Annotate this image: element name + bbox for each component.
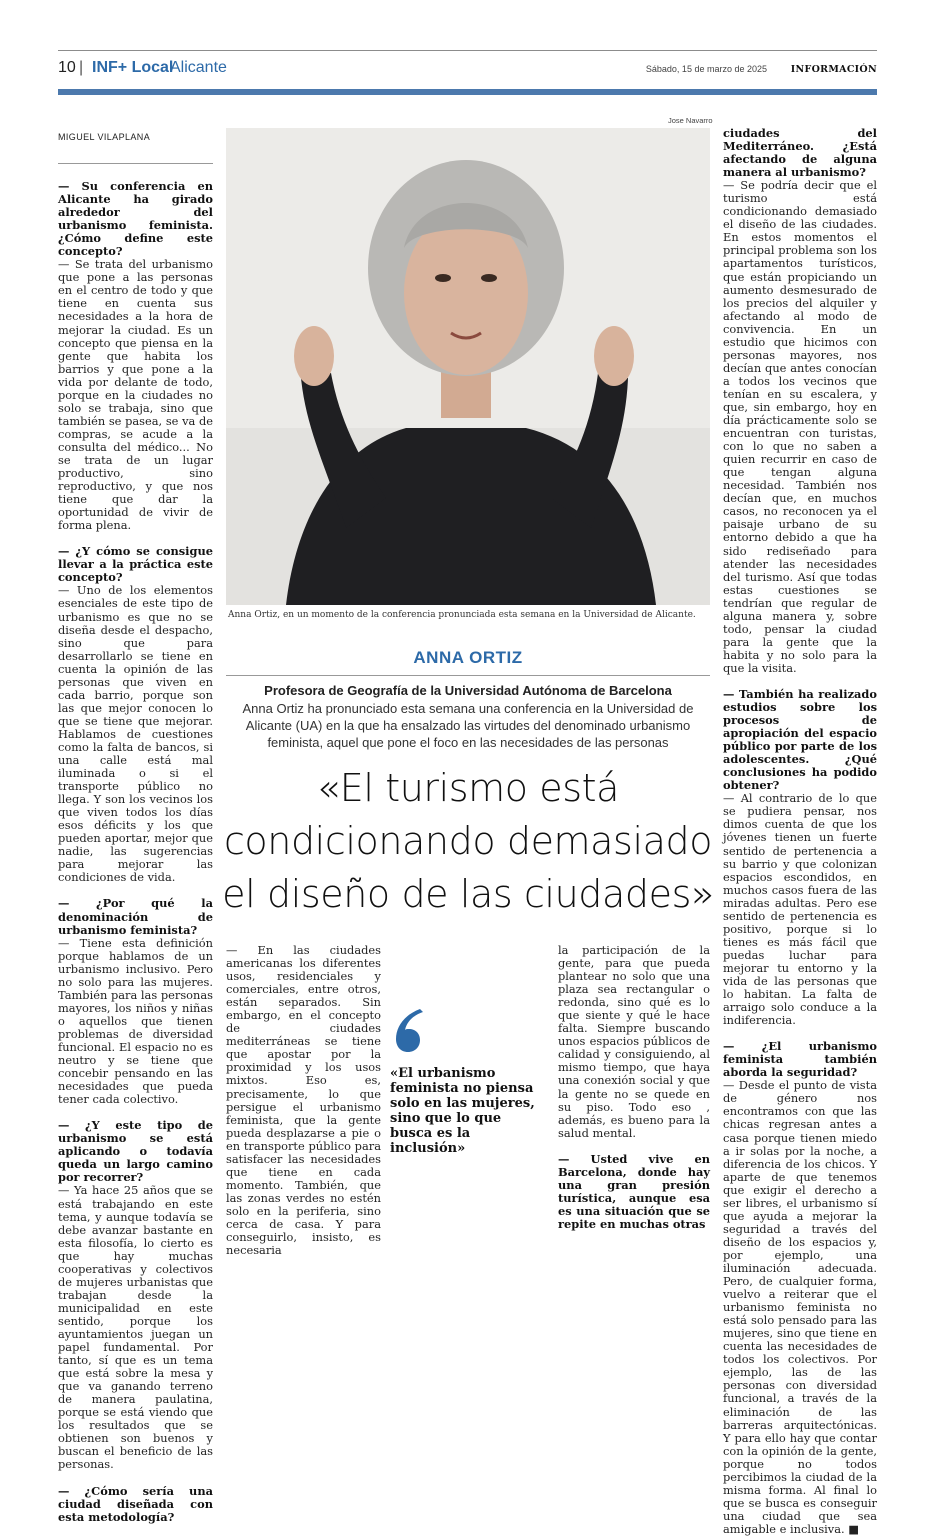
question: — ¿Por qué la denominación de urbanismo feminista? (58, 896, 213, 937)
article-intro: Anna Ortiz ha pronunciado esta semana una conferencia en la Universidad de Alicante (UA) en la que ha ensalzado las virtudes del denominado urbanismo feminista, aquel que pone el foco en las necesidades de las personas (242, 701, 694, 750)
question: — Usted vive en Barcelona, donde hay una gran presión turística, aunque esa es una situación que se repite en muchas otras (558, 1151, 710, 1231)
byline-rule (58, 163, 213, 164)
question-continued: ciudades del Mediterráneo. ¿Está afectando de alguna manera al urbanismo? (723, 126, 877, 180)
answer: — Desde el punto de vista de género nos encontramos con que las chicas regresan antes a casa porque tienen miedo a ir solas por la noche, a diferencia de los chicos. Y aparte de que tenemos que exigir el derecho a ser libres, el urbanismo sí que ayuda a mejorar la seguridad a través del diseño de los espacios y, por ejemplo, una iluminación adecuada. Pero, de cualquier forma, vuelvo a reiterar que el urbanismo feminista no está solo pensado para las mujeres, sino que tiene en cuenta las necesidades de todos los colectivos. Por ejemplo, las de las personas con diversidad funcional, a través de la eliminación de las barreras arquitectónicas. Y para ello hay que contar con la opinión de la gente, porque no todos percibimos la ciudad de la misma forma. Al final lo que se busca es conseguir una ciudad que sea amigable e inclusiva. ■ (723, 1078, 877, 1536)
answer: — Uno de los elementos esenciales de este tipo de urbanismo es que no se diseña desde el despacho, sino que para desarrollarlo se tiene en cuenta la opinión de las personas que viven en cada barrio, porque son las que mejor conocen lo que se tiene que mejorar. Hablamos de cuestiones como la falta de bancos, si una calle está mal iluminada o si el transporte público no llega. Y son los vecinos los que viven todos los días esos déficits y los que pueden aportar, mejor que nadie, las sugerencias para mejorar las condiciones de vida. (58, 583, 213, 885)
issue-date: Sábado, 15 de marzo de 2025 (645, 64, 767, 74)
answer: — Al contrario de lo que se pudiera pensar, nos dimos cuenta de que los jóvenes tienen un fuerte sentido de pertenencia a su barrio y que colonizan espacios escondidos, en muchos casos fuera de las miradas adultas. Pero ese sentido de pertenencia es positivo, porque si lo tienes es más fácil que puedas luchar para mejorar tu entorno y la vida de las personas que lo habitan. La falta de arraigo solo conduce a la indiferencia. (723, 791, 877, 1028)
question: — ¿Cómo sería una ciudad diseñada con esta metodología? (58, 1483, 213, 1524)
header-separator: | (79, 59, 84, 76)
question: — ¿Y cómo se consigue llevar a la práctica este concepto? (58, 544, 213, 585)
section-name: INF+ Local (92, 59, 174, 76)
quote-glyph (390, 1005, 430, 1055)
left-column (58, 180, 213, 1524)
name-rule (226, 675, 710, 676)
question: — ¿El urbanismo feminista también aborda la seguridad? (723, 1039, 877, 1080)
page-header (58, 59, 877, 81)
right-column (723, 127, 877, 1536)
pull-quote: «El urbanismo feminista no piensa solo en las mujeres, sino que lo que busca es la inclusión» (390, 1066, 535, 1156)
portrait-illustration (226, 128, 710, 605)
answer: — Se podría decir que el turismo está condicionando demasiado el diseño de las ciudades. En estos momentos el principal problema son los apartamentos turísticos, que están propiciando un aumento desmesurado de los precios del alquiler y afectando al modo de convivencia. En un estudio que hicimos con personas mayores, nos decían que antes conocían a todos los vecinos que tenían en su escalera, y que, sin embargo, hoy en día prácticamente solo se encuentran con turistas, con lo que no saben a quien recurrir en caso de que tengan alguna necesidad. También nos decían que, en muchos casos, no reconocen ya el paisaje urbano de su entorno debido a que ha sido rediseñado para atender las necesidades del turismo. Así que todas estas cuestiones se tendrían que regular de alguna manera y, sobre todo, pensar la ciudad para la gente que la habita y no solo para la que la visita. (723, 178, 877, 675)
question: — Su conferencia en Alicante ha girado alrededor del urbanismo feminista. ¿Cómo define este concepto? (58, 179, 213, 259)
photo-credit: Jose Navarro (668, 116, 713, 125)
header-bar (58, 89, 877, 95)
question: — También ha realizado estudios sobre los procesos de apropiación del espacio público por parte de los adolescentes. ¿Qué conclusiones ha podido obtener? (723, 686, 877, 793)
answer: — Ya hace 25 años que se está trabajando en este tema, y aunque todavía se debe avanzar bastante en esta filosofía, lo cierto es que hay muchas cooperativas y colectivos de mujeres urbanistas que trabajan desde la municipalidad en este sentido, porque los ayuntamientos juegan un papel fundamental. Por tanto, sí que es un tema que está sobre la mesa y que va ganando terreno de manera paulatina, porque se está viendo que los resultados que se obtienen son buenos y buscan el beneficio de las personas. (58, 1183, 213, 1472)
opening-quote-icon (390, 1005, 430, 1055)
answer: — Se trata del urbanismo que pone a las personas en el centro de todo y que tiene en cuenta sus necesidades a la hora de mejorar la ciudad. Es un concepto que piensa en la gente que habita los barrios y que pone a la vida por delante de todo, porque en la ciudades no solo se trabaja, sino que también se pasea, se va de compras, se acude a la consulta del médico... No se trata de un lugar productivo, sino reproductivo, y que nos tiene que dar la oportunidad de vivir de forma plena. (58, 257, 213, 533)
page-number: 10 (58, 59, 76, 76)
question: — ¿Y este tipo de urbanismo se está aplicando o todavía queda un largo camino por recorrer? (58, 1118, 213, 1185)
middle-column-2 (558, 944, 710, 1231)
interviewee-name: ANNA ORTIZ (413, 648, 523, 667)
answer: — Tiene esta definición porque hablamos de un urbanismo inclusivo. Pero no solo para las mujeres. También para las personas mayores, los niños y niñas o aquellos que tienen problemas de diversidad funcional. El espacio no es neutro y se tiene que concebir pensando en las necesidades que pueda tener cada colectivo. (58, 935, 213, 1107)
middle-column-1 (226, 944, 381, 1257)
byline: MIGUEL VILAPLANA (58, 132, 151, 142)
top-rule (58, 50, 877, 51)
answer-continued: la participación de la gente, para que pueda plantear no solo que una plaza sea rectangular o redonda, sino qué es lo que siente y qué le hace falta. Siempre buscando unos espacios públicos de calidad y consiguiendo, al mismo tiempo, que haya una conexión social y que la gente no se quede en su piso. Todo eso , además, es bueno para la salud mental. (558, 943, 710, 1140)
interviewee-title: Profesora de Geografía de la Universidad Autónoma de Barcelona (264, 683, 672, 698)
article-headline: «El turismo está condicionando demasiado el diseño de las ciudades» (222, 766, 714, 916)
answer: — En las ciudades americanas los diferentes usos, residenciales y comerciales, entre otros, están separados. Sin embargo, en el concepto de ciudades mediterráneas se tiene que apostar por la proximidad y los usos mixtos. Eso es, precisamente, lo que persigue el urbanismo feminista, que la gente pueda desplazarse a pie o en transporte público para satisfacer las necesidades que tiene en cada momento. También, que las zonas verdes no estén solo en la periferia, sino cerca de casa. Y para conseguirlo, insisto, es necesaria (226, 943, 381, 1258)
masthead-logo: INFORMACIÓN (790, 64, 877, 75)
subsection-name: Alicante (170, 59, 227, 76)
photo-caption: Anna Ortiz, en un momento de la conferencia pronunciada esta semana en la Universidad de Alicante. (228, 610, 696, 620)
interview-photo (226, 128, 710, 605)
